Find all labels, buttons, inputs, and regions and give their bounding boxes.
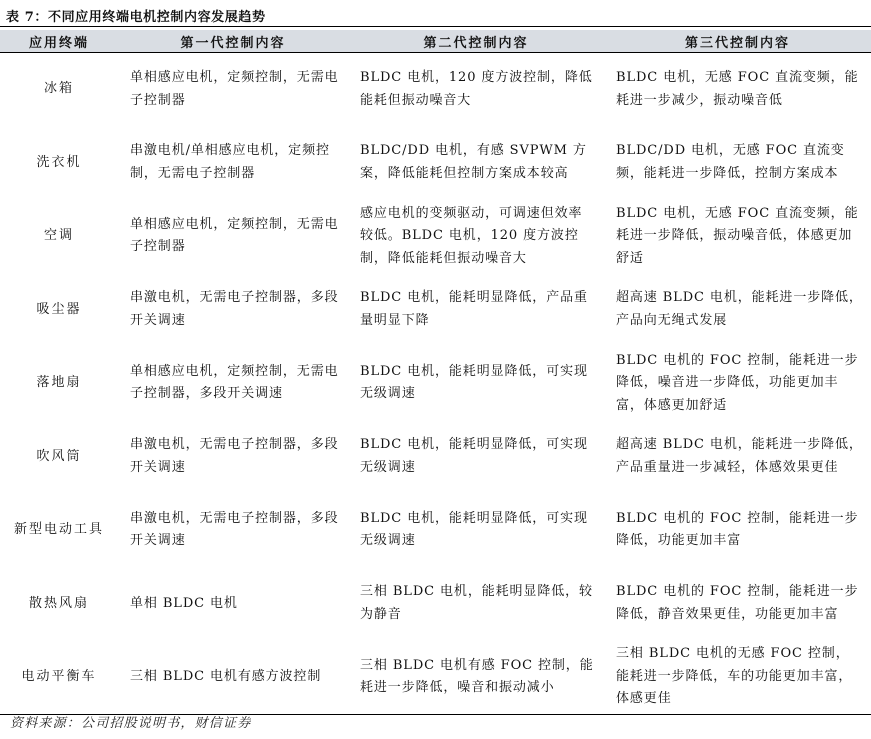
cell-gen2: BLDC 电机，能耗明显降低，可实现无级调速	[360, 363, 588, 402]
cell-gen3: BLDC 电机的 FOC 控制，能耗进一步降低，噪音进一步降低，功能更加丰富，体感更加舒适	[616, 352, 859, 413]
table-title: 表 7：不同应用终端电机控制内容发展趋势	[6, 10, 266, 25]
cell-gen3: 三相 BLDC 电机的无感 FOC 控制，能耗进一步降低，车的功能更加丰富，体感更佳	[604, 641, 871, 715]
cell-gen2: BLDC 电机，能耗明显降低，可实现无级调速	[360, 510, 588, 549]
table-row	[0, 567, 871, 641]
cell-gen2: BLDC 电机，能耗明显降低，产品重量明显下降	[360, 290, 588, 328]
header-gen2: 第二代控制内容	[348, 30, 604, 53]
cell-gen1: 单相 BLDC 电机	[130, 595, 238, 611]
cell-gen3: BLDC 电机的 FOC 控制，能耗进一步降低，静音效果更佳，功能更加丰富	[616, 584, 859, 622]
table-row	[0, 420, 871, 494]
cell-application: 吹风筒	[36, 448, 82, 464]
table-row	[0, 126, 871, 200]
cell-gen1: 串激电机，无需电子控制器，多段开关调速	[130, 510, 339, 549]
cell-gen2: BLDC/DD 电机，有感 SVPWM 方案，降低能耗但控制方案成本较高	[360, 143, 587, 181]
cell-gen3: 超高速 BLDC 电机，能耗进一步降低，产品向无绳式发展	[616, 290, 863, 328]
cell-gen2: 三相 BLDC 电机有感 FOC 控制，能耗进一步降低，噪音和振动减小	[348, 641, 604, 715]
cell-application: 洗衣机	[36, 154, 82, 170]
cell-gen1: 三相 BLDC 电机有感方波控制	[118, 641, 348, 715]
table-row	[0, 347, 871, 421]
cell-gen1: 串激电机，无需电子控制器，多段开关调速	[130, 290, 339, 328]
cell-application: 散热风扇	[28, 595, 89, 611]
header-application: 应用终端	[0, 30, 118, 53]
source-note: 资料来源：公司招股说明书，财信证券	[10, 716, 252, 731]
comparison-table	[0, 30, 871, 715]
cell-gen3: BLDC 电机，无感 FOC 直流变频，能耗进一步降低，振动噪音低，体感更加舒适	[616, 205, 859, 266]
table-row	[0, 53, 871, 127]
table-row	[0, 641, 871, 715]
cell-application: 电动平衡车	[0, 641, 118, 715]
cell-gen3: BLDC 电机的 FOC 控制，能耗进一步降低，功能更加丰富	[616, 510, 859, 549]
cell-application: 空调	[43, 228, 74, 243]
title-rule	[0, 26, 871, 27]
cell-gen3: BLDC/DD 电机，无感 FOC 直流变频，能耗进一步降低，控制方案成本	[616, 143, 845, 181]
table-row	[0, 494, 871, 568]
cell-application: 落地扇	[36, 375, 82, 390]
cell-gen1: 串激电机/单相感应电机，定频控制，无需电子控制器	[130, 143, 330, 181]
table-row	[0, 273, 871, 347]
cell-gen2: 感应电机的变频驱动，可调速但效率较低。BLDC 电机，120 度方波控制，降低能耗但振动噪音大	[360, 205, 583, 266]
header-gen1: 第一代控制内容	[118, 30, 348, 53]
cell-gen3: 超高速 BLDC 电机，能耗进一步降低，产品重量进一步减轻，体感效果更佳	[616, 437, 863, 475]
cell-application: 新型电动工具	[13, 522, 104, 537]
header-gen3: 第三代控制内容	[604, 30, 871, 53]
cell-application: 吸尘器	[36, 301, 82, 317]
cell-gen1: 串激电机，无需电子控制器，多段开关调速	[130, 437, 339, 475]
header-row	[0, 30, 871, 53]
table-row	[0, 200, 871, 274]
cell-gen2: BLDC 电机，能耗明显降低，可实现无级调速	[360, 437, 588, 475]
cell-gen1: 单相感应电机，定频控制，无需电子控制器	[130, 70, 339, 108]
cell-gen2: BLDC 电机，120 度方波控制，降低能耗但振动噪音大	[360, 70, 593, 108]
cell-gen3: BLDC 电机，无感 FOC 直流变频，能耗进一步减少，振动噪音低	[616, 70, 859, 108]
cell-gen1: 单相感应电机，定频控制，无需电子控制器，多段开关调速	[130, 363, 339, 402]
cell-gen1: 单相感应电机，定频控制，无需电子控制器	[130, 216, 339, 255]
cell-application: 冰箱	[43, 81, 74, 97]
cell-gen2: 三相 BLDC 电机，能耗明显降低，较为静音	[360, 584, 593, 622]
